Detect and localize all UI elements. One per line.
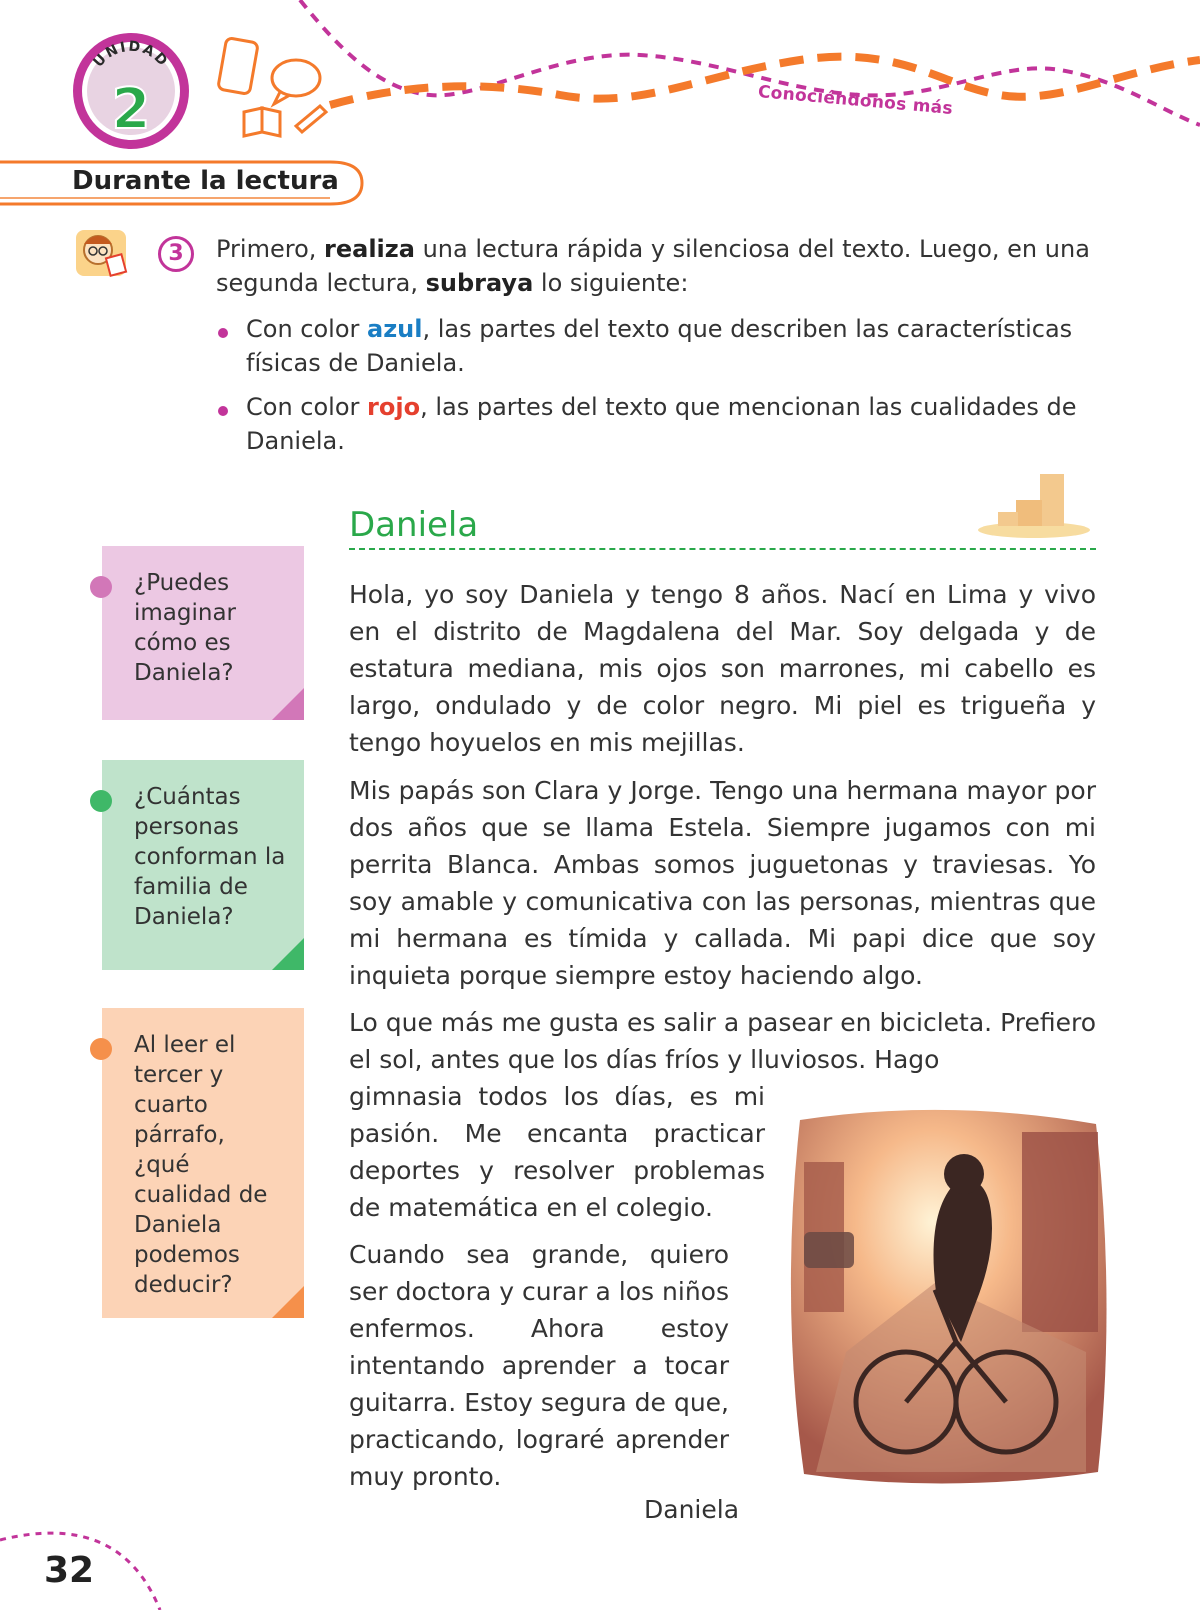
signature: Daniela	[644, 1495, 740, 1524]
unit-label: UNIDAD	[90, 38, 172, 71]
bullet-blue	[216, 312, 1096, 380]
paragraph-1: Hola, yo soy Daniela y tengo 8 años. Nací en Lima y vivo en el distrito de Magdalena del Mar. Soy delgada y de estatura mediana, mis ojos son marrones, mi cabello es largo, ondulado y de color negro. Mi piel es trigueña y tengo hoyuelos en mis mejillas.	[349, 580, 1096, 757]
instruction-keyword-realiza: realiza	[324, 235, 415, 263]
side-note-3	[102, 1008, 304, 1318]
paragraph-3: Lo que más me gusta es salir a pasear en bicicleta. Prefiero el sol, antes que los días fríos y lluviosos. Hago	[349, 1008, 1096, 1074]
speech-bubble-icon	[272, 60, 320, 104]
phone-icon	[218, 38, 259, 95]
instruction-part: una lectura rápida y silenciosa del texto. Luego, en una segunda lectura,	[216, 235, 1090, 297]
page-number: 32	[44, 1550, 95, 1591]
bullet-text: , las partes del texto que describen las características físicas de Daniela.	[246, 315, 1073, 377]
note-dot	[90, 790, 112, 812]
bullet-text: Con color	[246, 393, 368, 421]
instruction-part: lo siguiente:	[533, 269, 689, 297]
bullet-red	[216, 390, 1096, 458]
side-note-1	[102, 546, 304, 720]
unit-badge-graphic	[70, 30, 192, 152]
color-word-azul: azul	[367, 315, 423, 343]
section-title: Durante la lectura	[72, 166, 339, 196]
girl-on-bicycle-illustration	[786, 1102, 1112, 1490]
paragraph-4: Cuando sea grande, quiero ser doctora y curar a los niños enfermos. Ahora estoy intentando aprender a tocar guitarra. Estoy segura de que, practicando, lograré aprender muy pronto.	[349, 1240, 729, 1491]
series-label: Conociéndonos más	[757, 82, 954, 120]
side-note-text: ¿Puedes imaginar cómo es Daniela?	[134, 570, 237, 686]
unit-badge	[70, 30, 192, 152]
bullet-text: Con color	[246, 315, 368, 343]
sandcastle-icon	[976, 470, 1092, 540]
step-number: 3	[158, 236, 194, 272]
pencil-icon	[296, 106, 326, 132]
paragraph-3-continued: gimnasia todos los días, es mi pasión. Me encanta practicar deportes y resolver problemas de matemática en el colegio.	[349, 1082, 765, 1222]
color-word-rojo: rojo	[367, 393, 421, 421]
side-note-text: ¿Cuántas personas conforman la familia de Daniela?	[134, 784, 286, 930]
reading-title: Daniela	[349, 505, 479, 545]
unit-number: 2	[111, 77, 151, 142]
note-fold	[272, 938, 304, 970]
book-icon	[244, 108, 280, 136]
note-fold	[272, 1286, 304, 1318]
note-dot	[90, 1038, 112, 1060]
note-fold	[272, 688, 304, 720]
bullet-text: , las partes del texto que mencionan las cualidades de Daniela.	[246, 393, 1077, 455]
reading-kid-icon	[74, 226, 130, 278]
paragraph-2: Mis papás son Clara y Jorge. Tengo una hermana mayor por dos años que se llama Estela. Siempre jugamos con mi perrita Blanca. Ambas somos juguetonas y traviesas. Yo soy amable y comunicativa con las personas, mientras que mi hermana es tímida y callada. Mi papi dice que soy inquieta porque siempre estoy haciendo algo.	[349, 776, 1096, 990]
instruction-part: Primero,	[216, 235, 325, 263]
instruction-text	[216, 232, 1096, 300]
side-note-text: Al leer el tercer y cuarto párrafo, ¿qué cualidad de Daniela podemos deducir?	[134, 1032, 268, 1298]
instruction-keyword-subraya: subraya	[425, 269, 534, 297]
instruction-bullets	[216, 312, 1096, 468]
side-note-2	[102, 760, 304, 970]
note-dot	[90, 576, 112, 598]
title-divider	[349, 548, 1096, 550]
